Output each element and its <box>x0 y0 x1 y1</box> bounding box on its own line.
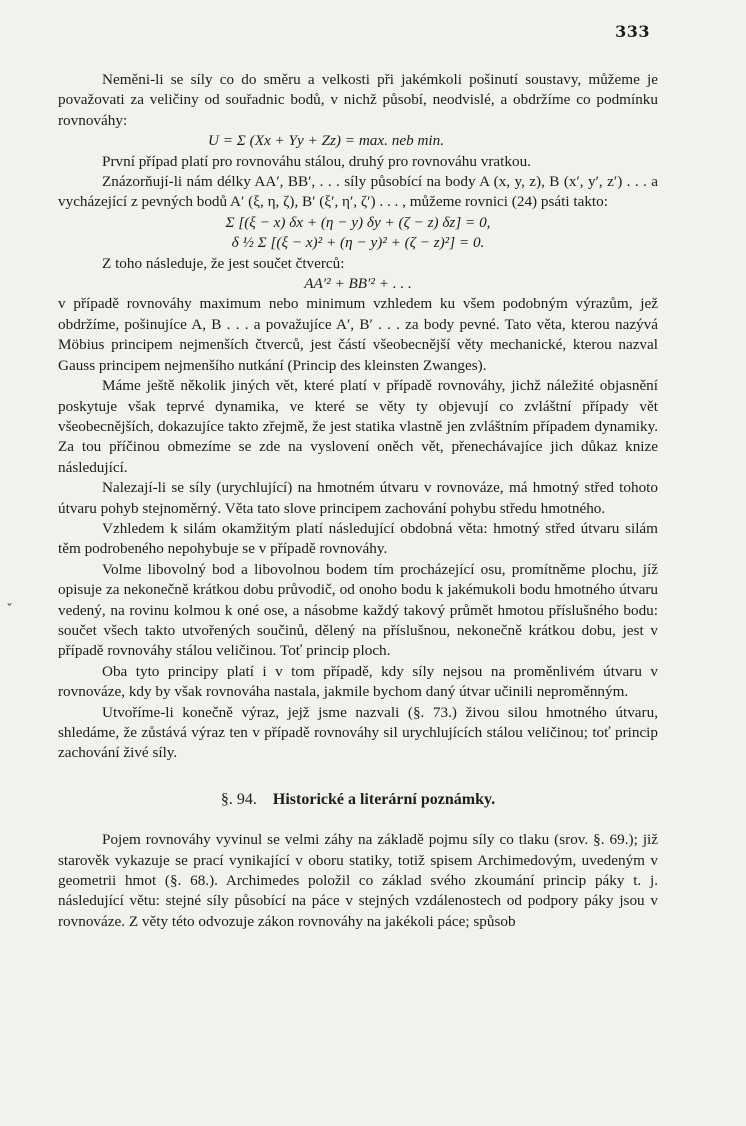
section-number: §. 94. <box>220 790 257 808</box>
formula-squares: δ ½ Σ [(ξ − x)² + (η − y)² + (ζ − z)²] = 0. <box>231 234 485 252</box>
paragraph-stable-unstable: První případ platí pro rovnováhu stálou, druhý pro rovnováhu vratkou. <box>102 152 531 170</box>
margin-mark: ˇ <box>6 602 13 618</box>
paragraph-dynamics: Máme ještě několik jiných vět, které platí v případě rovnováhy, jichž náležité objasnění poskytuje však teprvé dynamika, ve které se věty ty objevují co zvláštní případy vět všeobecnějších, dokazujíce takto zřejmě, že jest statika vlastně jen zvláštním případem dynamiky. Za tou příčinou obmezíme se zde na vyslovení oněch vět, přenechávajíce jich důkaz knize následující. <box>58 377 658 476</box>
page-number: 333 <box>615 22 650 41</box>
paragraph-history: Pojem rovnováhy vyvinul se velmi záhy na základě pojmu síly co tlaku (srov. §. 69.); již starověk vykazuje se prací vynikající v oboru statiky, totiž spisem Archimedovým, uvedeným v geometrii hmot (§. 68.). Archimedes položil co základ svého zkoumání princip páky t. j. následující větu: stejné síly působící na páce v stejných vzdálenostech od podpory páky jsou v rovnováze. Z věty této odvozuje zákon rovnováhy na jakékoli páce; spůsob <box>58 831 658 930</box>
page-text <box>58 70 658 932</box>
formula-max-min: U = Σ (Xx + Yy + Zz) = max. neb min. <box>208 132 445 150</box>
formula-virtual-work: Σ [(ξ − x) δx + (η − y) δy + (ζ − z) δz] = 0, <box>225 213 491 231</box>
paragraph-living-force: Utvoříme-li konečně výraz, jejž jsme nazvali (§. 73.) živou silou hmotného útvaru, shledáme, že zůstává výraz ten v případě rovnováhy sil urychlujících stálou veličinou; toť princip zachování živé síly. <box>58 703 658 762</box>
paragraph-both-principles: Oba tyto principy platí i v tom případě, kdy síly nejsou na proměnlivém útvaru v rovnováze, kdy by však rovnováha nastala, jakmile bychom daný útvar učinili neproměnným. <box>58 662 658 701</box>
section-title: Historické a literární poznámky. <box>272 790 496 808</box>
paragraph-intro: Neměni-li se síly co do směru a velkosti při jakémkoli pošinutí soustavy, můžeme je považovati za veličiny od souřadnic bodů, v nichž působí, neodvislé, a obdržíme co podmínku rovnováhy: <box>58 71 658 129</box>
section-heading <box>58 790 658 810</box>
formula-aa-bb: AA′² + BB′² + . . . <box>304 275 412 293</box>
paragraph-sum-squares: Z toho následuje, že jest součet čtverců: <box>102 254 345 272</box>
paragraph-center-mass: Nalezají-li se síly (urychlující) na hmotném útvaru v rovnováze, má hmotný střed tohoto útvaru pohyb stejnoměrný. Věta tato slove principem zachování pohybu středu hmotného. <box>58 479 658 517</box>
paragraph-areas: Volme libovolný bod a libovolnou bodem tím procházející osu, promítněme plochu, jíž opisuje za nekonečně krátkou dobu průvodič, od onoho bodu k jakémukoli bodu hmotného útvaru vedený, na rovinu kolmou k oné ose, a násobme každý takový průmět hmotou příslušného bodu: součet všech takto utvořených součinů, dělený na příslušnou, nekonečně krátkou dobu, jest v případě rovnováhy stálou veličinou. Toť princip ploch. <box>58 560 658 660</box>
paragraph-lengths: Znázorňují-li nám délky AA′, BB′, . . . síly působící na body A (x, y, z), B (x′, y′, z′) . . . a vycházející z pevných bodů A′ (ξ, η, ζ), B′ (ξ′, η′, ζ′) . . . , můžeme rovnici (24) psáti takto: <box>58 173 658 211</box>
paragraph-instant-forces: Vzhledem k silám okamžitým platí následující obdobná věta: hmotný střed útvaru silám těm podrobeného nepohybuje se v případě rovnováhy. <box>58 519 658 558</box>
paragraph-mobius: v případě rovnováhy maximum nebo minimum vzhledem ku všem podobným výrazům, jež obdržíme, pošinujíce A, B . . . a považujíce A′, B′ . . . za body pevné. Tato věta, kterou nazývá Möbius principem nejmenších čtverců, jest částí všeobecnější věty mechanické, kterou nazval Gauss principem nejmenšího nutkání (Princip des kleinsten Zwanges). <box>58 295 658 374</box>
